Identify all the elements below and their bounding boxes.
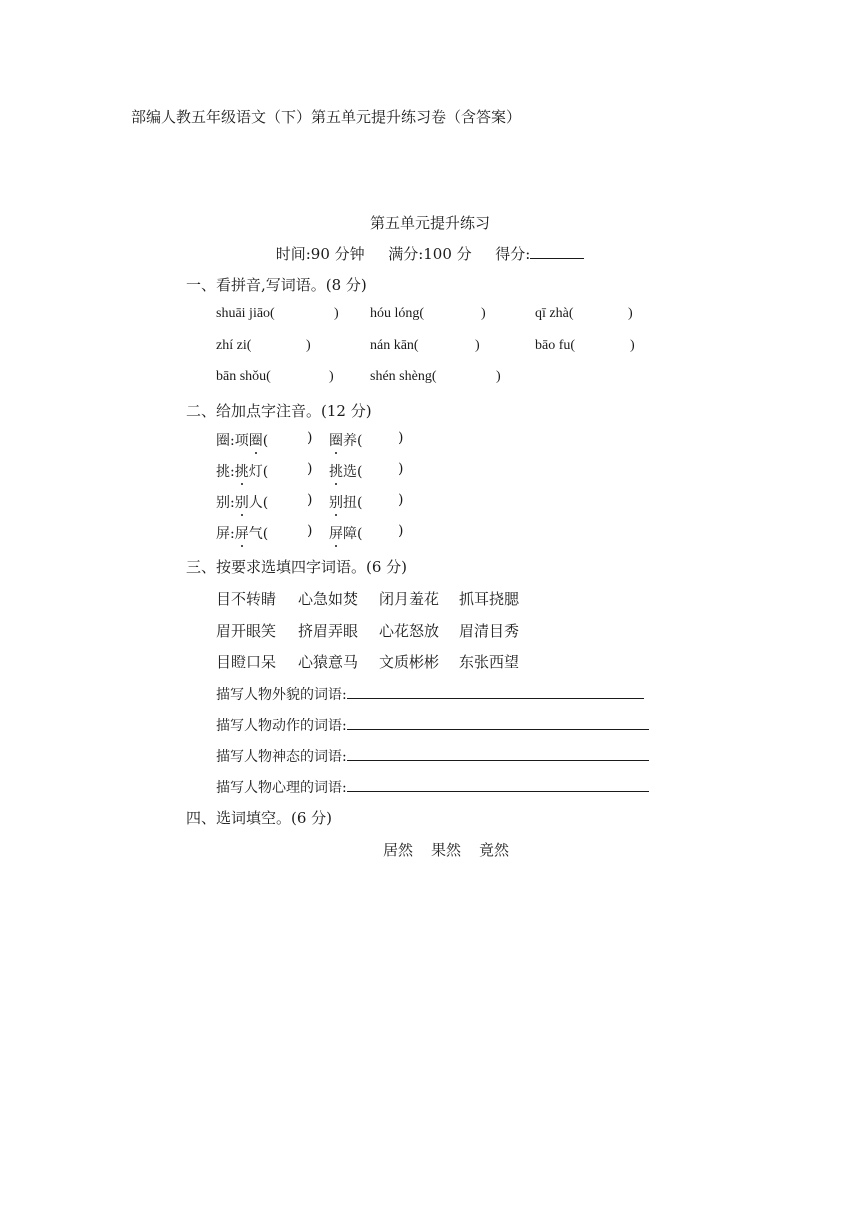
pinyin-item[interactable]: bān shǒu( <box>216 369 271 384</box>
pinyin-item[interactable]: nán kān( <box>370 338 419 353</box>
word-option: 目不转睛 <box>216 590 277 608</box>
pinyin-item[interactable]: shuāi jiāo( <box>216 306 275 321</box>
phonetic-item[interactable]: 挑选( <box>329 461 362 481</box>
phonetic-row: 屏:屏气( <box>216 523 268 543</box>
answer-prompt: 描写人物神态的词语: <box>216 746 649 766</box>
word-option: 居然 <box>383 841 414 859</box>
bracket-close: ) <box>398 523 404 539</box>
bracket-close: ) <box>307 461 313 477</box>
pinyin-item[interactable]: qī zhà( <box>535 306 574 321</box>
exam-time: 时间:90 分钟 <box>275 245 365 263</box>
bracket-close: ) <box>307 492 313 508</box>
word-option: 眉清目秀 <box>459 622 520 640</box>
word-option: 目瞪口呆 <box>216 653 277 671</box>
section-1-heading: 一、看拼音,写词语。(8 分) <box>186 276 367 294</box>
pinyin-close: ) <box>306 338 311 353</box>
exam-title: 第五单元提升练习 <box>369 214 490 232</box>
score-blank[interactable] <box>530 244 584 259</box>
phonetic-row: 挑:挑灯( <box>216 461 268 481</box>
phonetic-item[interactable]: 别扭( <box>329 492 362 512</box>
pinyin-close: ) <box>334 306 339 321</box>
exam-score-label: 得分: <box>495 245 531 263</box>
section-3-heading: 三、按要求选填四字词语。(6 分) <box>186 558 408 576</box>
pinyin-close: ) <box>496 369 501 384</box>
answer-prompt: 描写人物外貌的词语: <box>216 684 644 704</box>
word-option: 竟然 <box>479 841 510 859</box>
answer-blank[interactable] <box>347 715 649 730</box>
pinyin-close: ) <box>628 306 633 321</box>
answer-blank[interactable] <box>347 746 649 761</box>
pinyin-close: ) <box>475 338 480 353</box>
phonetic-item[interactable]: 屏障( <box>329 523 362 543</box>
word-option: 文质彬彬 <box>379 653 440 671</box>
bracket-close: ) <box>398 430 404 446</box>
answer-blank[interactable] <box>347 684 644 699</box>
bracket-close: ) <box>307 430 313 446</box>
pinyin-close: ) <box>329 369 334 384</box>
bracket-close: ) <box>307 523 313 539</box>
phonetic-item[interactable]: 圈养( <box>329 430 362 450</box>
answer-prompt: 描写人物心理的词语: <box>216 777 649 797</box>
phonetic-row: 圈:项圈( <box>216 430 268 450</box>
bracket-close: ) <box>398 461 404 477</box>
word-option: 心猿意马 <box>298 653 359 671</box>
bracket-close: ) <box>398 492 404 508</box>
pinyin-close: ) <box>481 306 486 321</box>
section-2-heading: 二、给加点字注音。(12 分) <box>186 402 372 420</box>
word-option: 心急如焚 <box>298 590 359 608</box>
word-option: 挤眉弄眼 <box>298 622 359 640</box>
word-option: 眉开眼笑 <box>216 622 277 640</box>
pinyin-item[interactable]: bāo fu( <box>535 338 576 353</box>
pinyin-item[interactable]: shén shèng( <box>370 369 437 384</box>
word-option: 东张西望 <box>459 653 520 671</box>
phonetic-row: 别:别人( <box>216 492 268 512</box>
answer-blank[interactable] <box>347 777 649 792</box>
word-option: 心花怒放 <box>379 622 440 640</box>
section-4-heading: 四、选词填空。(6 分) <box>186 809 333 827</box>
pinyin-item[interactable]: hóu lóng( <box>370 306 425 321</box>
word-option: 抓耳挠腮 <box>459 590 520 608</box>
word-option: 闭月羞花 <box>379 590 440 608</box>
pinyin-item[interactable]: zhí zi( <box>216 338 252 353</box>
document-title: 部编人教五年级语文（下）第五单元提升练习卷（含答案） <box>131 108 522 126</box>
word-option: 果然 <box>431 841 462 859</box>
exam-full-score: 满分:100 分 <box>388 245 472 263</box>
exam-meta <box>0 243 860 264</box>
pinyin-close: ) <box>630 338 635 353</box>
answer-prompt: 描写人物动作的词语: <box>216 715 649 735</box>
